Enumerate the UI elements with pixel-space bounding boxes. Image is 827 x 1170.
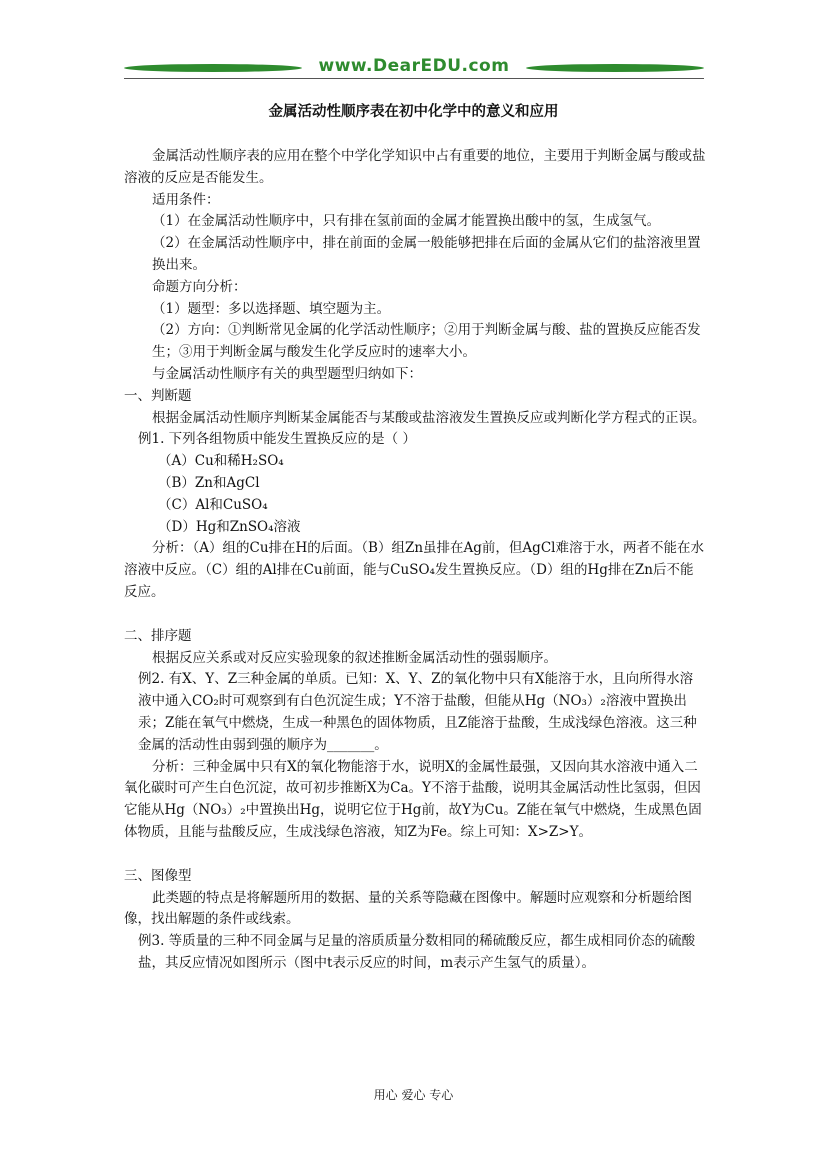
document-body xyxy=(124,146,706,975)
condition-1: （1）在金属活动性顺序中，只有排在氢前面的金属才能置换出酸中的氢，生成氢气。 xyxy=(152,213,661,230)
analysis-heading: 命题方向分析： xyxy=(152,278,247,295)
example-3-question: 例3. 等质量的三种不同金属与足量的溶质质量分数相同的稀硫酸反应，都生成相同价态的硫酸盐，其反应情况如图所示（图中t表示反应的时间，m表示产生氢气的质量）。 xyxy=(138,933,696,971)
section-heading-judgment: 一、判断题 xyxy=(124,387,192,404)
header-rule xyxy=(124,78,704,79)
example-1-option-c: （C）Al和CuSO₄ xyxy=(158,496,268,513)
example-1-option-b: （B）Zn和AgCl xyxy=(158,474,260,491)
judgment-description: 根据金属活动性顺序判断某金属能否与某酸或盐溶液发生置换反应或判断化学方程式的正误。 xyxy=(152,409,706,426)
analysis-item-1: （1）题型：多以选择题、填空题为主。 xyxy=(152,300,391,317)
example-2-analysis: 分析：三种金属中只有X的氧化物能溶于水，说明X的金属性最强，又因向其水溶液中通入二氧化碳时可产生白色沉淀，故可初步推断X为Ca。Y不溶于盐酸，说明其金属活动性比氢弱，但因它能从Hg（NO₃）₂中置换出Hg，说明它位于Hg前，故Y为Cu。Z能在氧气中燃烧，生成黑色固体物质，且能与盐酸反应，生成浅绿色溶液，知Z为Fe。综上可知：X>Z>Y。 xyxy=(124,758,702,840)
site-header xyxy=(124,56,704,82)
example-2-question: 例2. 有X、Y、Z三种金属的单质。已知：X、Y、Z的氧化物中只有X能溶于水，且向所得水溶液中通入CO₂时可观察到有白色沉淀生成；Y不溶于盐酸，但能从Hg（NO₃）₂溶液中置换出汞；Z能在氧气中燃烧，生成一种黑色的固体物质，且Z能溶于盐酸，生成浅绿色溶液。这三种金属的活动性由弱到强的顺序为_______。 xyxy=(138,671,697,753)
example-1-question: 例1. 下列各组物质中能发生置换反应的是（ ） xyxy=(138,431,416,448)
summary-line: 与金属活动性顺序有关的典型题型归纳如下： xyxy=(152,365,422,382)
example-1-option-a: （A）Cu和稀H₂SO₄ xyxy=(158,453,284,470)
ordering-description: 根据反应关系或对反应实验现象的叙述推断金属活动性的强弱顺序。 xyxy=(152,649,557,666)
intro-paragraph: 金属活动性顺序表的应用在整个中学化学知识中占有重要的地位，主要用于判断金属与酸或盐溶液的反应是否能发生。 xyxy=(124,148,706,186)
page-footer: 用心 爱心 专心 xyxy=(373,1088,454,1102)
graph-description: 此类题的特点是将解题所用的数据、量的关系等隐藏在图像中。解题时应观察和分析题给图像，找出解题的条件或线索。 xyxy=(124,889,692,928)
example-1-option-d: （D）Hg和ZnSO₄溶液 xyxy=(158,518,301,535)
condition-2: （2）在金属活动性顺序中，排在前面的金属一般能够把排在后面的金属从它们的盐溶液里置换出来。 xyxy=(152,235,701,273)
conditions-heading: 适用条件： xyxy=(152,191,220,208)
section-heading-ordering: 二、排序题 xyxy=(124,627,192,644)
analysis-item-2: （2）方向：①判断常见金属的化学活动性顺序；②用于判断金属与酸、盐的置换反应能否发生；③用于判断金属与酸发生化学反应时的速率大小。 xyxy=(152,322,701,361)
site-brand: www.DearEDU.com xyxy=(318,56,510,76)
example-1-analysis: 分析：（A）组的Cu排在H的后面。（B）组Zn虽排在Ag前，但AgCl难溶于水，两者不能在水溶液中反应。（C）组的Al排在Cu前面，能与CuSO₄发生置换反应。（D）组的Hg排在Zn后不能反应。 xyxy=(124,540,704,600)
document-title: 金属活动性顺序表在初中化学中的意义和应用 xyxy=(268,104,559,120)
section-heading-graph: 三、图像型 xyxy=(124,867,192,884)
